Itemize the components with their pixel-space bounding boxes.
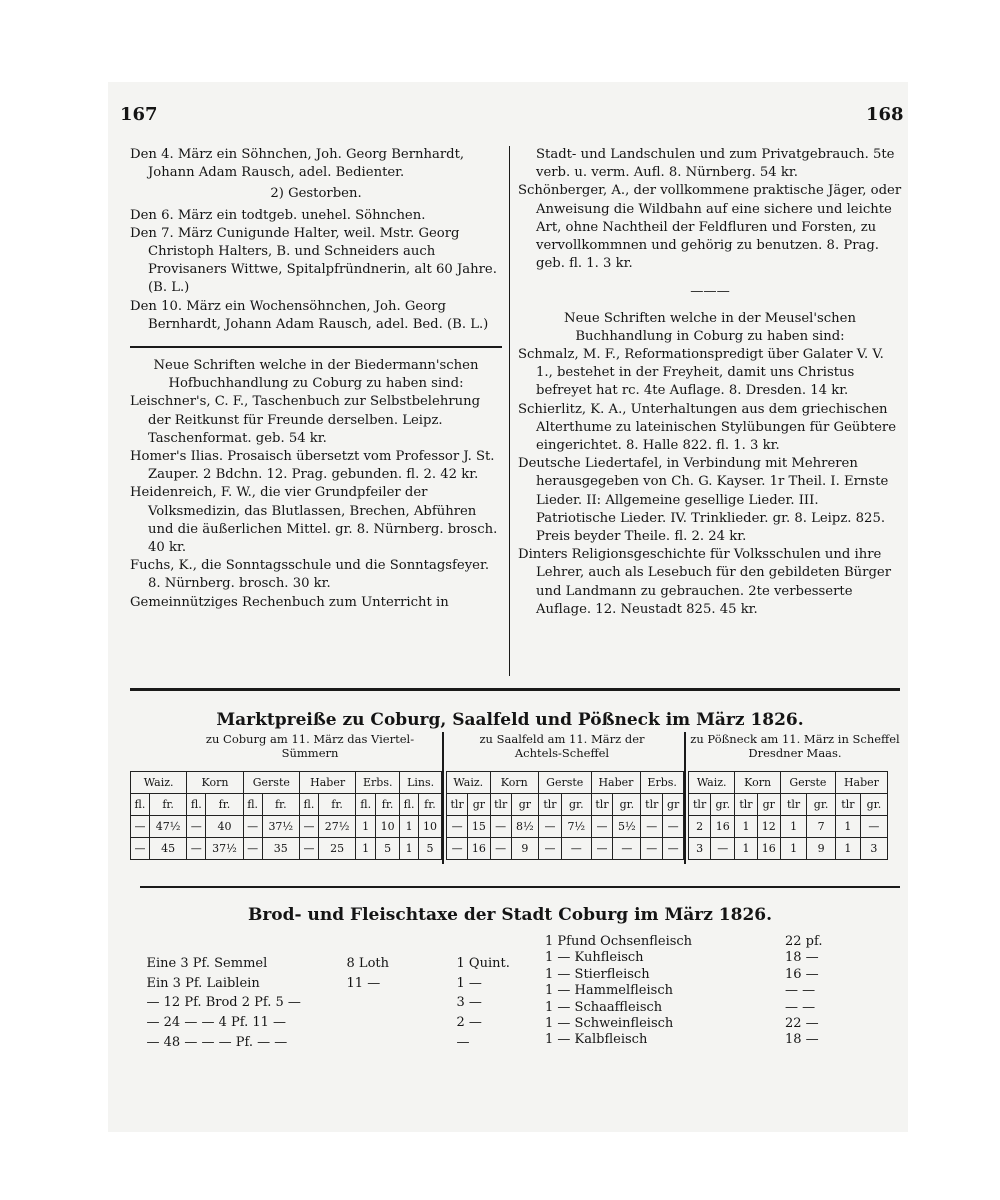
unit-cell: gr. bbox=[613, 794, 641, 816]
table-header: Haber bbox=[591, 772, 641, 794]
divider bbox=[140, 886, 900, 888]
books-heading: Neue Schriften welche in der Meusel'schen Buchhandlung in Coburg zu haben sind: bbox=[564, 310, 856, 344]
book-entry: Schmalz, M. F., Reformationspredigt über Galater V. V. 1., bestehet in der Freyheit, damit uns Christus befreyet hat rc. 4te Auflage. 8. Dresden. 14 kr. bbox=[518, 347, 884, 399]
book-entry: Schönberger, A., der vollkommene praktische Jäger, oder Anweisung die Wildbahn auf eine sichere und leichte Art, ohne Nachtheil der Feldfluren und Forsten, zu vervollkommnen und gehörig zu benutzen. 8. Prag. geb. fl. 1. 3 kr. bbox=[518, 183, 902, 272]
unit-cell: tlr bbox=[490, 794, 511, 816]
table-cell: 35 bbox=[262, 838, 299, 860]
table-header: Lins. bbox=[400, 772, 442, 794]
unit-cell: tlr bbox=[735, 794, 757, 816]
table-cell: 27½ bbox=[318, 816, 355, 838]
left-entry: Den 6. März ein todtgeb. unehel. Söhnchen. bbox=[130, 207, 426, 223]
left-column bbox=[130, 146, 502, 612]
table-cell: 5 bbox=[376, 838, 400, 860]
book-entry: Leischner's, C. F., Taschenbuch zur Selbstbelehrung der Reitkunst für Freunde derselben. Leipz. Taschenformat. geb. 54 kr. bbox=[130, 394, 481, 446]
unit-cell: fr. bbox=[149, 794, 186, 816]
market-subheading: zu Coburg am 11. März das Viertel-Sümmern bbox=[205, 732, 415, 760]
item-label: 1 Pfund Ochsenfleisch bbox=[545, 934, 693, 949]
table-header: Korn bbox=[735, 772, 781, 794]
item-weight: 8 Loth bbox=[346, 955, 389, 971]
table-header: Haber bbox=[299, 772, 355, 794]
table-cell: — bbox=[131, 816, 150, 838]
market-table-coburg bbox=[130, 771, 442, 860]
item-quint: 3 — bbox=[456, 995, 482, 1011]
table-cell: — bbox=[613, 838, 641, 860]
table-divider bbox=[684, 732, 686, 864]
continued-entry: Stadt- und Landschulen und zum Privatgebrauch. 5te verb. u. verm. Aufl. 8. Nürnberg. 54 kr. bbox=[536, 147, 895, 181]
list-item bbox=[545, 1016, 845, 1032]
left-entry: Den 7. März Cunigunde Halter, weil. Mstr. Georg Christoph Halters, B. und Schneiders auch Provisaners Wittwe, Spitalpfründnerin, alt 60 Jahre. (B. L.) bbox=[130, 225, 497, 296]
list-item bbox=[545, 1000, 845, 1016]
table-cell: 3 bbox=[689, 838, 711, 860]
item-label: — 24 — — 4 Pf. 11 — bbox=[146, 1015, 287, 1031]
unit-cell: fl. bbox=[131, 794, 150, 816]
table-cell: 2 bbox=[689, 816, 711, 838]
item-label: 1 — Hammelfleisch bbox=[545, 983, 673, 999]
market-title: Marktpreiße zu Coburg, Saalfeld und Pößneck im März 1826. bbox=[216, 710, 804, 730]
item-label: Eine 3 Pf. Semmel bbox=[146, 955, 268, 971]
unit-cell: gr. bbox=[562, 794, 592, 816]
table-divider bbox=[442, 732, 444, 864]
unit-cell: gr bbox=[757, 794, 780, 816]
table-row bbox=[131, 816, 442, 838]
page-number-left: 167 bbox=[120, 104, 158, 125]
table-cell: 1 bbox=[400, 838, 419, 860]
unit-cell: gr bbox=[468, 794, 490, 816]
table-cell: 25 bbox=[318, 838, 355, 860]
books-heading: Neue Schriften welche in der Biedermann'schen Hofbuchhandlung zu Coburg zu haben sind: bbox=[153, 358, 479, 392]
divider bbox=[130, 688, 900, 691]
table-header-row bbox=[131, 772, 442, 794]
table-cell: 1 bbox=[356, 816, 376, 838]
left-entry: Den 10. März ein Wochensöhnchen, Joh. Georg Bernhardt, Johann Adam Rausch, adel. Bed. (B. L.) bbox=[130, 298, 489, 332]
item-price: 16 — bbox=[785, 966, 819, 982]
table-unit-row bbox=[131, 794, 442, 816]
table-cell: — bbox=[299, 816, 318, 838]
table-cell: — bbox=[131, 838, 150, 860]
table-header: Gerste bbox=[243, 772, 299, 794]
table-cell: 15 bbox=[468, 816, 490, 838]
table-header: Gerste bbox=[538, 772, 591, 794]
table-cell: 12 bbox=[757, 816, 780, 838]
table-cell: 9 bbox=[511, 838, 538, 860]
list-item bbox=[545, 983, 845, 999]
table-cell: 16 bbox=[757, 838, 780, 860]
table-cell: 7½ bbox=[562, 816, 592, 838]
table-cell: 1 bbox=[835, 816, 860, 838]
item-price: 22 — bbox=[785, 1015, 819, 1031]
item-quint: 2 — bbox=[456, 1015, 482, 1031]
table-cell: 40 bbox=[206, 816, 243, 838]
unit-cell: fr. bbox=[262, 794, 299, 816]
market-subheading: zu Pößneck am 11. März in Scheffel Dresdner Maas. bbox=[690, 732, 900, 760]
book-entry: Fuchs, K., die Sonntagsschule und die Sonntagsfeyer. 8. Nürnberg. brosch. 30 kr. bbox=[130, 558, 490, 592]
item-label: 1 — Kalbfleisch bbox=[545, 1032, 648, 1048]
table-header: Gerste bbox=[780, 772, 835, 794]
table-cell: — bbox=[490, 816, 511, 838]
item-price: 18 — bbox=[785, 1032, 819, 1048]
table-row bbox=[131, 838, 442, 860]
table-cell: 16 bbox=[711, 816, 735, 838]
table-header: Waiz. bbox=[131, 772, 187, 794]
table-cell: 37½ bbox=[206, 838, 243, 860]
table-unit-row bbox=[689, 794, 888, 816]
list-item bbox=[545, 934, 845, 950]
item-quint: 1 — bbox=[456, 975, 482, 991]
table-cell: 10 bbox=[418, 816, 441, 838]
table-cell: 1 bbox=[400, 816, 419, 838]
item-price: — — bbox=[785, 983, 816, 999]
column-divider bbox=[509, 146, 510, 676]
item-label: — 48 — — — Pf. — — bbox=[146, 1034, 288, 1050]
unit-cell: fr. bbox=[418, 794, 441, 816]
table-header: Erbs. bbox=[641, 772, 684, 794]
table-header: Erbs. bbox=[356, 772, 400, 794]
table-cell: 1 bbox=[735, 816, 757, 838]
table-cell: — bbox=[562, 838, 592, 860]
table-cell: 7 bbox=[807, 816, 836, 838]
item-label: Ein 3 Pf. Laiblein bbox=[146, 975, 260, 991]
unit-cell: fr. bbox=[318, 794, 355, 816]
unit-cell: tlr bbox=[591, 794, 613, 816]
table-header-row bbox=[689, 772, 888, 794]
table-cell: 3 bbox=[860, 838, 887, 860]
unit-cell: fr. bbox=[206, 794, 243, 816]
table-cell: 5½ bbox=[613, 816, 641, 838]
page-number-right: 168 bbox=[866, 104, 904, 125]
table-row bbox=[447, 816, 684, 838]
dash-separator: ——— bbox=[690, 284, 730, 300]
table-cell: — bbox=[243, 816, 262, 838]
market-table-saalfeld bbox=[446, 771, 684, 860]
unit-cell: gr. bbox=[711, 794, 735, 816]
unit-cell: tlr bbox=[447, 794, 468, 816]
item-price: 22 pf. bbox=[785, 934, 823, 949]
table-header: Korn bbox=[490, 772, 538, 794]
left-entry: Den 4. März ein Söhnchen, Joh. Georg Bernhardt, Johann Adam Rausch, adel. Bedienter. bbox=[130, 147, 465, 181]
book-entry: Dinters Religionsgeschichte für Volksschulen und ihre Lehrer, auch als Lesebuch für den gebildeten Bürger und Landmann zu gebrauchen. 2te verbesserte Auflage. 12. Neustadt 825. 45 kr. bbox=[518, 547, 892, 617]
table-cell: — bbox=[490, 838, 511, 860]
table-cell: — bbox=[860, 816, 887, 838]
unit-cell: fl. bbox=[400, 794, 419, 816]
table-cell: — bbox=[641, 838, 663, 860]
table-header: Korn bbox=[187, 772, 243, 794]
list-item bbox=[545, 967, 845, 983]
table-cell: — bbox=[711, 838, 735, 860]
table-cell: — bbox=[187, 838, 206, 860]
unit-cell: gr. bbox=[860, 794, 887, 816]
book-entry: Schierlitz, K. A., Unterhaltungen aus dem griechischen Alterthume zu lateinischen Stylübungen für Geübtere eingerichtet. 8. Halle 822. fl. 1. 3 kr. bbox=[518, 401, 897, 454]
book-entry: Heidenreich, F. W., die vier Grundpfeiler der Volksmedizin, das Blutlassen, Brechen, Abführen und die äußerlichen Mittel. gr. 8. Nürnberg. brosch. 40 kr. bbox=[130, 485, 498, 556]
item-label: 1 — Kuhfleisch bbox=[545, 950, 644, 966]
table-cell: 8½ bbox=[511, 816, 538, 838]
list-item bbox=[545, 1032, 845, 1048]
table-cell: — bbox=[641, 816, 663, 838]
item-quint: 1 Quint. bbox=[456, 955, 510, 971]
unit-cell: fl. bbox=[243, 794, 262, 816]
unit-cell: tlr bbox=[780, 794, 806, 816]
table-cell: 1 bbox=[735, 838, 757, 860]
brod-title: Brod- und Fleischtaxe der Stadt Coburg im März 1826. bbox=[247, 905, 773, 925]
table-cell: 1 bbox=[356, 838, 376, 860]
table-cell: 45 bbox=[149, 838, 186, 860]
unit-cell: tlr bbox=[835, 794, 860, 816]
item-label: 1 — Stierfleisch bbox=[545, 966, 650, 982]
unit-cell: tlr bbox=[641, 794, 663, 816]
list-item bbox=[130, 934, 520, 971]
table-cell: — bbox=[663, 816, 684, 838]
unit-cell: gr. bbox=[807, 794, 836, 816]
table-cell: — bbox=[591, 838, 613, 860]
table-row bbox=[689, 816, 888, 838]
item-label: 1 — Schaaffleisch bbox=[545, 999, 663, 1015]
book-entry: Deutsche Liedertafel, in Verbindung mit Mehreren herausgegeben von Ch. G. Kayser. 1r Theil. I. Ernste Lieder. II: Allgemeine gesellige Lieder. III. Patriotische Lieder. IV. Trinklieder. gr. 8. Leipz. 825. Preis beyder Theile. fl. 2. 24 kr. bbox=[518, 456, 889, 545]
table-cell: — bbox=[447, 838, 468, 860]
table-cell: 47½ bbox=[149, 816, 186, 838]
table-cell: 1 bbox=[780, 816, 806, 838]
table-cell: — bbox=[538, 838, 561, 860]
unit-cell: fl. bbox=[299, 794, 318, 816]
table-row bbox=[689, 838, 888, 860]
table-cell: — bbox=[663, 838, 684, 860]
table-unit-row bbox=[447, 794, 684, 816]
item-weight: 11 — bbox=[346, 975, 381, 991]
table-cell: 1 bbox=[835, 838, 860, 860]
unit-cell: fl. bbox=[187, 794, 206, 816]
unit-cell: tlr bbox=[689, 794, 711, 816]
book-entry: Gemeinnütziges Rechenbuch zum Unterricht in bbox=[130, 594, 449, 610]
list-item bbox=[545, 950, 845, 966]
item-price: 18 — bbox=[785, 950, 819, 966]
section-heading: 2) Gestorben. bbox=[270, 186, 362, 202]
table-cell: 5 bbox=[418, 838, 441, 860]
item-label: — 12 Pf. Brod 2 Pf. 5 — bbox=[146, 995, 301, 1011]
fleisch-price-list bbox=[545, 934, 845, 1049]
item-quint: — bbox=[456, 1034, 470, 1050]
item-price: — — bbox=[785, 999, 816, 1015]
table-header: Waiz. bbox=[447, 772, 491, 794]
table-header-row bbox=[447, 772, 684, 794]
unit-cell: fl. bbox=[356, 794, 376, 816]
table-cell: — bbox=[538, 816, 561, 838]
unit-cell: fr. bbox=[376, 794, 400, 816]
table-cell: — bbox=[447, 816, 468, 838]
table-cell: — bbox=[187, 816, 206, 838]
unit-cell: gr bbox=[663, 794, 684, 816]
table-cell: 10 bbox=[376, 816, 400, 838]
table-row bbox=[447, 838, 684, 860]
book-entry: Homer's Ilias. Prosaisch übersetzt vom Professor J. St. Zauper. 2 Bdchn. 12. Prag. gebunden. fl. 2. 42 kr. bbox=[130, 449, 495, 483]
table-cell: 9 bbox=[807, 838, 836, 860]
table-cell: — bbox=[591, 816, 613, 838]
right-column bbox=[518, 146, 902, 619]
market-subheading: zu Saalfeld am 11. März der Achtels-Scheffel bbox=[479, 732, 645, 760]
item-label: 1 — Schweinfleisch bbox=[545, 1015, 674, 1031]
table-cell: 37½ bbox=[262, 816, 299, 838]
table-header: Haber bbox=[835, 772, 887, 794]
table-header: Waiz. bbox=[689, 772, 735, 794]
market-table-possneck bbox=[688, 771, 888, 860]
brod-price-list bbox=[130, 934, 520, 1050]
table-cell: — bbox=[243, 838, 262, 860]
table-cell: — bbox=[299, 838, 318, 860]
table-cell: 1 bbox=[780, 838, 806, 860]
unit-cell: tlr bbox=[538, 794, 561, 816]
unit-cell: gr bbox=[511, 794, 538, 816]
table-cell: 16 bbox=[468, 838, 490, 860]
